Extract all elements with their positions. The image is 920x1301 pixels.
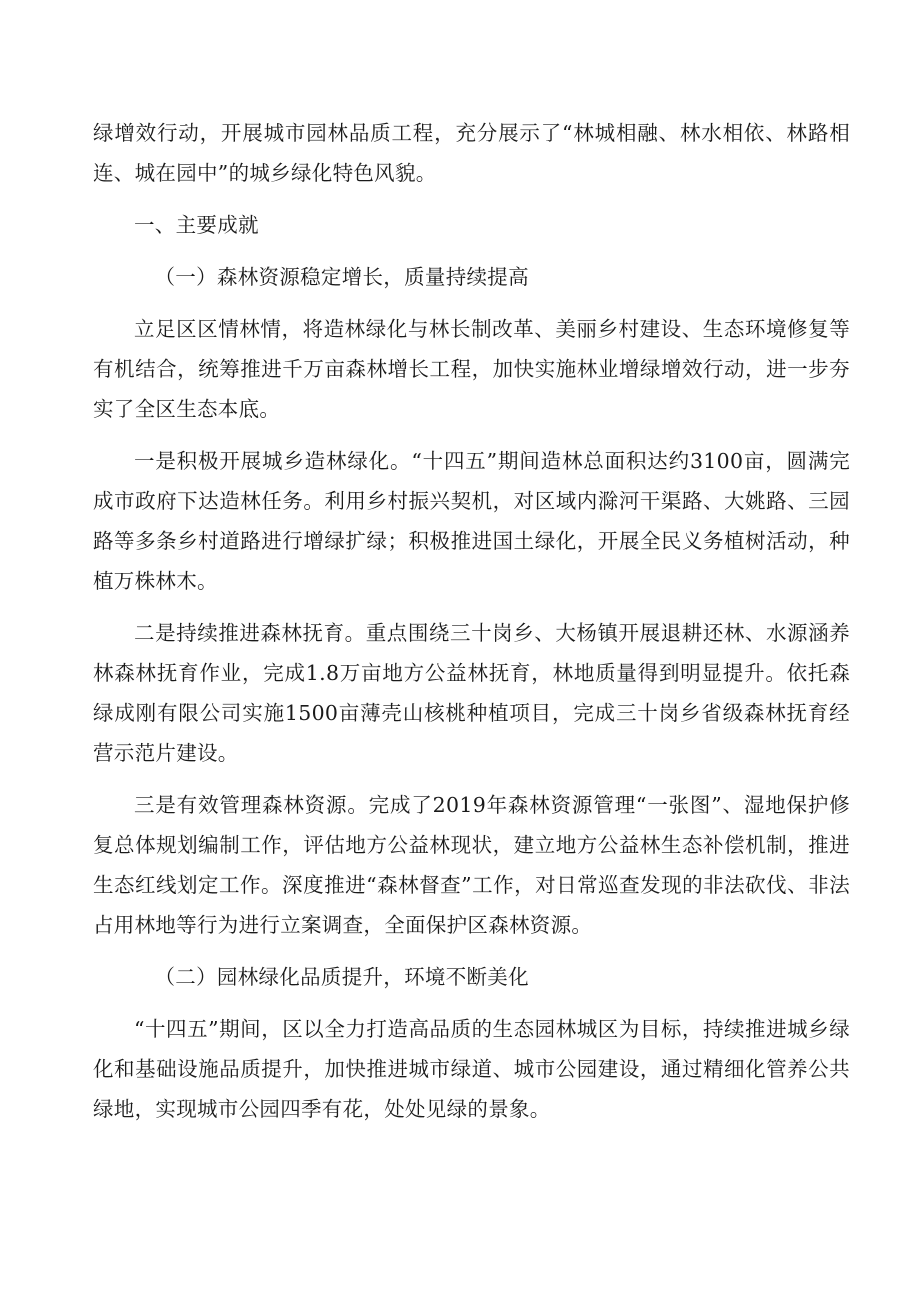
subsection-heading-landscaping: （二）园林绿化品质提升，环境不断美化 bbox=[154, 965, 529, 989]
paragraph-afforestation: 一是积极开展城乡造林绿化。“十四五”期间造林总面积达约3100亩，圆满完成市政府下达造林任务。利用乡村振兴契机，对区域内滁河干渠路、大姚路、三园路等多条乡村道路进行增绿扩绿；积极推进国土绿化，开展全民义务植树活动，种植万株林木。 bbox=[93, 449, 850, 593]
paragraph-continued: 绿增效行动，开展城市园林品质工程，充分展示了“林城相融、林水相依、林路相连、城在园中”的城乡绿化特色风貌。 bbox=[93, 121, 850, 185]
section-heading-main-achievements: 一、主要成就 bbox=[134, 213, 259, 237]
paragraph-forest-overview: 立足区区情林情，将造林绿化与林长制改革、美丽乡村建设、生态环境修复等有机结合，统筹推进千万亩森林增长工程，加快实施林业增绿增效行动，进一步夯实了全区生态本底。 bbox=[93, 317, 850, 421]
subsection-heading-forest-resources: （一）森林资源稳定增长，质量持续提高 bbox=[154, 265, 529, 289]
paragraph-forest-management: 三是有效管理森林资源。完成了2019年森林资源管理“一张图”、湿地保护修复总体规划编制工作，评估地方公益林现状，建立地方公益林生态补偿机制，推进生态红线划定工作。深度推进“森林督查”工作，对日常巡查发现的非法砍伐、非法占用林地等行为进行立案调查，全面保护区森林资源。 bbox=[93, 793, 850, 937]
paragraph-landscaping: “十四五”期间，区以全力打造高品质的生态园林城区为目标，持续推进城乡绿化和基础设施品质提升，加快推进城市绿道、城市公园建设，通过精细化管养公共绿地，实现城市公园四季有花，处处见绿的景象。 bbox=[93, 1017, 850, 1121]
paragraph-forest-tending: 二是持续推进森林抚育。重点围绕三十岗乡、大杨镇开展退耕还林、水源涵养林森林抚育作业，完成1.8万亩地方公益林抚育，林地质量得到明显提升。依托森绿成刚有限公司实施1500亩薄壳山核桃种植项目，完成三十岗乡省级森林抚育经营示范片建设。 bbox=[93, 621, 850, 765]
